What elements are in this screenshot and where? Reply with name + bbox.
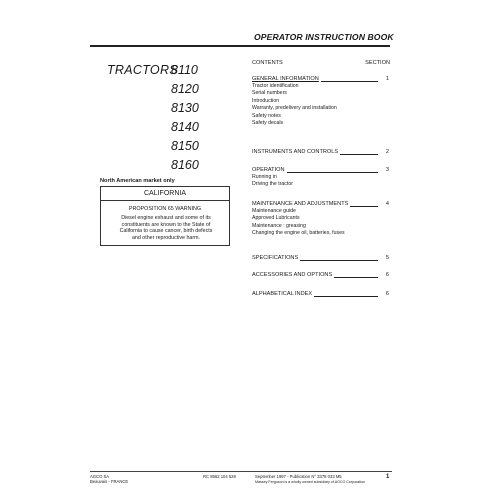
toc-entry-line	[252, 148, 390, 156]
warning-text	[105, 215, 227, 241]
toc-section-number: 6	[385, 291, 389, 297]
model-number: 8150	[171, 139, 199, 153]
toc-entry-general-information[interactable]	[252, 75, 390, 127]
toc-subitem: Driving the tractor	[252, 181, 293, 188]
toc-entry-line	[252, 200, 390, 208]
toc-subitem: Safety decals	[252, 120, 284, 127]
toc-subitem: Changing the engine oil, batteries, fuses	[252, 230, 345, 237]
toc-entry-title: ACCESSORIES AND OPTIONS	[252, 272, 333, 278]
toc-section-number: 4	[385, 201, 389, 207]
toc-entry-line	[252, 166, 390, 174]
page-number: 1	[386, 474, 390, 480]
toc-entry-specifications[interactable]	[252, 254, 390, 262]
product-word: TRACTORS	[107, 63, 178, 77]
toc-subitem: Safety notes	[252, 112, 281, 119]
registration-code: RC 8562 104 528	[203, 474, 236, 479]
toc-entry-title: MAINTENANCE AND ADJUSTMENTS	[252, 201, 349, 207]
toc-entry-alphabetical-index[interactable]	[252, 290, 390, 298]
toc-entry-line	[252, 290, 390, 298]
toc-entry-operation[interactable]	[252, 166, 390, 189]
toc-section-number: 3	[385, 167, 389, 173]
market-note: North American market only	[100, 178, 175, 184]
toc-entry-accessories-and-options[interactable]	[252, 271, 390, 279]
toc-entry-maintenance-and-adjustments[interactable]	[252, 200, 390, 238]
book-title: OPERATOR INSTRUCTION BOOK	[254, 32, 394, 42]
warning-proposition: PROPOSITION 65 WARNING	[128, 206, 202, 212]
toc-subitem: Maintenance : greasing	[252, 222, 306, 229]
ownership-note: Massey Ferguson is a wholly owned subsidiary of AGCO Corporation	[255, 480, 366, 484]
model-number: 8160	[171, 158, 199, 172]
toc-section-number: 6	[385, 272, 389, 278]
toc-subitem: Running in	[252, 174, 277, 180]
warning-line: constituents are known to the State of	[121, 221, 211, 228]
toc-entry-instruments-and-controls[interactable]	[252, 148, 390, 156]
warning-line: California to cause cancer, birth defects	[119, 228, 213, 235]
toc-subitem: Tractor identification	[252, 83, 299, 89]
model-number: 8110	[171, 63, 198, 77]
toc-subitem: Serial numbers	[252, 90, 287, 97]
toc-subitem: Approved Lubricants	[252, 215, 300, 222]
toc-entry-title: SPECIFICATIONS	[252, 255, 299, 261]
footer-rule	[90, 471, 392, 472]
section-heading: SECTION	[365, 60, 390, 66]
toc-entry-line	[252, 75, 390, 83]
toc-subitem: Warranty, predelivery and installation	[252, 105, 337, 112]
toc-entry-title: ALPHABETICAL INDEX	[252, 291, 313, 297]
model-number: 8120	[171, 82, 199, 96]
toc-entry-line	[252, 271, 390, 279]
toc-entry-line	[252, 254, 390, 262]
header-rule	[90, 45, 390, 47]
publication-info: September 1997 - Publication N° 3378 033 M5	[255, 474, 342, 479]
toc-subitem: Maintenance guide	[252, 208, 296, 214]
warning-line: and other reproductive harm.	[131, 234, 200, 241]
model-number: 8140	[171, 120, 199, 134]
company-line: Beauvais - FRANCE	[90, 479, 129, 485]
prop65-warning-box	[100, 186, 230, 246]
warning-state: CALIFORNIA	[101, 187, 229, 201]
toc-entry-title: INSTRUMENTS AND CONTROLS	[252, 149, 339, 155]
company-address	[90, 474, 128, 485]
company-line: AGCO SA	[90, 474, 110, 479]
contents-heading: CONTENTS	[252, 60, 283, 66]
toc-subitem: Introduction	[252, 97, 280, 104]
toc-entry-title: GENERAL INFORMATION	[252, 76, 319, 82]
model-number: 8130	[171, 101, 199, 115]
toc-section-number: 5	[385, 255, 389, 261]
model-list	[171, 63, 199, 177]
warning-line: Diesel engine exhaust and some of its	[121, 215, 211, 221]
toc-section-number: 2	[385, 149, 389, 155]
toc-section-number: 1	[385, 76, 389, 82]
toc-entry-title: OPERATION	[252, 167, 285, 173]
